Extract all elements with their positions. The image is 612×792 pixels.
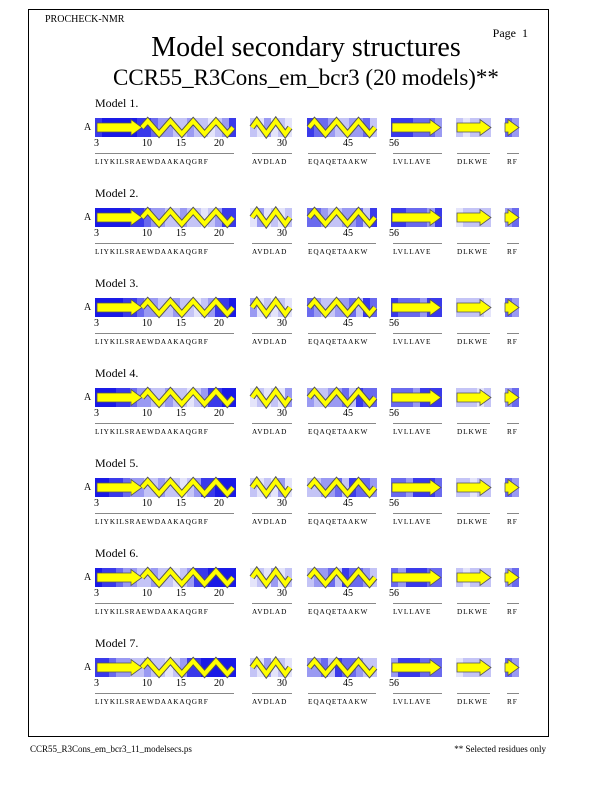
secondary-structure-shapes: [95, 298, 525, 317]
sequence-rule: [308, 333, 376, 334]
sequence-rule: [252, 513, 292, 514]
residue-number: 3: [94, 678, 99, 689]
residue-number: 20: [214, 588, 224, 599]
structure-track: [95, 118, 525, 137]
chain-label: A: [84, 302, 92, 313]
chain-label: A: [84, 572, 92, 583]
sequence-text: LVLLAVE: [393, 247, 432, 256]
helix-ribbon: [142, 211, 233, 224]
sequence-text: LVLLAVE: [393, 427, 432, 436]
residue-number: 15: [176, 138, 186, 149]
helix-ribbon: [142, 571, 233, 584]
residue-number: 45: [343, 408, 353, 419]
residue-number: 30: [277, 138, 287, 149]
helix-ribbon: [97, 660, 142, 676]
helix-ribbon: [309, 211, 375, 224]
helix-ribbon: [252, 211, 290, 224]
sequence-text: LIYKILSRAEWDAAKAQGRF: [95, 517, 209, 526]
structure-track: [95, 298, 525, 317]
strand-arrow: [392, 210, 441, 226]
sequence-rule: [507, 693, 519, 694]
strand-arrow: [457, 390, 491, 406]
residue-number: 20: [214, 408, 224, 419]
helix-ribbon: [309, 121, 375, 134]
sequence-text: LVLLAVE: [393, 337, 432, 346]
strand-arrow: [457, 660, 491, 676]
chain-label: A: [84, 482, 92, 493]
strand-arrow: [392, 660, 441, 676]
sequence-text: AVDLAD: [252, 157, 288, 166]
residue-number: 10: [142, 678, 152, 689]
strand-arrow: [97, 660, 142, 676]
sequence-text: DLKWE: [457, 517, 488, 526]
helix-ribbon: [252, 391, 290, 404]
sequence-text: DLKWE: [457, 337, 488, 346]
sequence-rule: [308, 243, 376, 244]
sequence-rule: [393, 423, 442, 424]
sequence-text: RF: [507, 247, 518, 256]
sequence-text: EQAQETAAKW: [308, 517, 369, 526]
strand-arrow: [392, 480, 441, 496]
model-block: [0, 636, 612, 726]
strand-arrow: [505, 210, 519, 226]
residue-number: 3: [94, 318, 99, 329]
footer-note: ** Selected residues only: [454, 744, 546, 754]
sequence-text: AVDLAD: [252, 697, 288, 706]
sequence-rule: [507, 423, 519, 424]
sequence-rule: [393, 153, 442, 154]
sequence-text: EQAQETAAKW: [308, 157, 369, 166]
sequence-text: EQAQETAAKW: [308, 697, 369, 706]
sequence-text: EQAQETAAKW: [308, 337, 369, 346]
strand-arrow: [392, 300, 441, 316]
strand-arrow: [505, 120, 519, 136]
sequence-rule: [507, 333, 519, 334]
sequence-text: AVDLAD: [252, 607, 288, 616]
residue-number: 30: [277, 318, 287, 329]
sequence-rule: [457, 243, 490, 244]
strand-arrow: [97, 480, 142, 496]
residue-number: 3: [94, 588, 99, 599]
helix-ribbon: [142, 391, 233, 404]
model-label: Model 5.: [95, 456, 139, 470]
helix-ribbon: [97, 480, 142, 496]
chain-label: A: [84, 212, 92, 223]
secondary-structure-shapes: [95, 388, 525, 407]
residue-number: 20: [214, 678, 224, 689]
sequence-text: EQAQETAAKW: [308, 427, 369, 436]
helix-ribbon: [142, 121, 233, 134]
residue-number: 10: [142, 318, 152, 329]
sequence-rule: [95, 513, 234, 514]
residue-number: 3: [94, 408, 99, 419]
residue-number: 20: [214, 498, 224, 509]
secondary-structure-shapes: [95, 478, 525, 497]
secondary-structure-shapes: [95, 658, 525, 677]
residue-number: 56: [389, 318, 399, 329]
sequence-rule: [252, 153, 292, 154]
residue-number: 56: [389, 408, 399, 419]
page-label: Page: [492, 26, 516, 40]
strand-arrow: [505, 660, 519, 676]
residue-number: 10: [142, 588, 152, 599]
helix-ribbon: [309, 661, 375, 674]
residue-number: 30: [277, 678, 287, 689]
residue-number: 15: [176, 498, 186, 509]
model-block: [0, 456, 612, 546]
sequence-rule: [457, 603, 490, 604]
sequence-text: DLKWE: [457, 427, 488, 436]
sequence-rule: [308, 603, 376, 604]
residue-number: 45: [343, 138, 353, 149]
sequence-text: LIYKILSRAEWDAAKAQGRF: [95, 427, 209, 436]
residue-number: 45: [343, 228, 353, 239]
residue-number: 10: [142, 408, 152, 419]
model-block: [0, 276, 612, 366]
sequence-rule: [95, 423, 234, 424]
strand-arrow: [97, 390, 142, 406]
sequence-text: AVDLAD: [252, 517, 288, 526]
residue-number: 56: [389, 498, 399, 509]
strand-arrow: [97, 300, 142, 316]
helix-ribbon: [309, 571, 375, 584]
sequence-rule: [308, 153, 376, 154]
model-block: [0, 546, 612, 636]
strand-arrow: [97, 570, 142, 586]
residue-number: 15: [176, 228, 186, 239]
secondary-structure-shapes: [95, 208, 525, 227]
secondary-structure-shapes: [95, 568, 525, 587]
strand-arrow: [97, 120, 142, 136]
sequence-rule: [252, 603, 292, 604]
strand-arrow: [457, 300, 491, 316]
helix-ribbon: [97, 390, 142, 406]
sequence-rule: [507, 153, 519, 154]
sequence-text: DLKWE: [457, 157, 488, 166]
helix-ribbon: [97, 120, 142, 136]
sequence-rule: [308, 693, 376, 694]
sequence-text: RF: [507, 517, 518, 526]
residue-number: 45: [343, 498, 353, 509]
structure-track: [95, 208, 525, 227]
model-block: [0, 186, 612, 276]
sequence-text: DLKWE: [457, 247, 488, 256]
sequence-text: LVLLAVE: [393, 157, 432, 166]
sequence-rule: [95, 603, 234, 604]
sequence-rule: [507, 513, 519, 514]
sequence-rule: [393, 513, 442, 514]
sequence-text: RF: [507, 157, 518, 166]
page-subtitle: CCR55_R3Cons_em_bcr3 (20 models)**: [113, 65, 499, 90]
sequence-rule: [457, 333, 490, 334]
residue-number: 30: [277, 498, 287, 509]
residue-number: 15: [176, 678, 186, 689]
helix-ribbon: [252, 121, 290, 134]
sequence-rule: [95, 333, 234, 334]
sequence-rule: [507, 603, 519, 604]
structure-track: [95, 388, 525, 407]
residue-number: 20: [214, 138, 224, 149]
sequence-rule: [393, 243, 442, 244]
model-label: Model 4.: [95, 366, 139, 380]
helix-ribbon: [252, 571, 290, 584]
sequence-text: LIYKILSRAEWDAAKAQGRF: [95, 247, 209, 256]
residue-number: 15: [176, 588, 186, 599]
sequence-rule: [457, 513, 490, 514]
page-title: Model secondary structures: [151, 32, 461, 63]
sequence-rule: [393, 693, 442, 694]
strand-arrow: [392, 120, 441, 136]
residue-number: 20: [214, 318, 224, 329]
structure-track: [95, 478, 525, 497]
model-label: Model 6.: [95, 546, 139, 560]
strand-arrow: [392, 570, 441, 586]
helix-ribbon: [309, 301, 375, 314]
page-number: 1: [522, 26, 528, 40]
sequence-rule: [308, 513, 376, 514]
sequence-text: AVDLAD: [252, 337, 288, 346]
sequence-rule: [457, 693, 490, 694]
helix-ribbon: [252, 301, 290, 314]
chain-label: A: [84, 122, 92, 133]
residue-number: 45: [343, 588, 353, 599]
sequence-text: RF: [507, 607, 518, 616]
sequence-text: LIYKILSRAEWDAAKAQGRF: [95, 157, 209, 166]
structure-track: [95, 568, 525, 587]
helix-ribbon: [97, 570, 142, 586]
residue-number: 15: [176, 408, 186, 419]
strand-arrow: [457, 210, 491, 226]
strand-arrow: [457, 120, 491, 136]
residue-number: 30: [277, 588, 287, 599]
residue-number: 56: [389, 588, 399, 599]
model-block: [0, 366, 612, 456]
sequence-text: EQAQETAAKW: [308, 607, 369, 616]
chain-label: A: [84, 662, 92, 673]
structure-track: [95, 658, 525, 677]
sequence-rule: [95, 693, 234, 694]
residue-number: 10: [142, 498, 152, 509]
chain-label: A: [84, 392, 92, 403]
residue-number: 45: [343, 678, 353, 689]
sequence-rule: [252, 693, 292, 694]
model-label: Model 2.: [95, 186, 139, 200]
sequence-rule: [95, 153, 234, 154]
sequence-text: EQAQETAAKW: [308, 247, 369, 256]
sequence-text: DLKWE: [457, 697, 488, 706]
model-label: Model 3.: [95, 276, 139, 290]
program-name: PROCHECK-NMR: [45, 14, 125, 25]
sequence-text: RF: [507, 427, 518, 436]
sequence-rule: [507, 243, 519, 244]
sequence-text: LIYKILSRAEWDAAKAQGRF: [95, 607, 209, 616]
strand-arrow: [392, 390, 441, 406]
residue-number: 20: [214, 228, 224, 239]
helix-ribbon: [97, 210, 142, 226]
strand-arrow: [505, 480, 519, 496]
residue-number: 56: [389, 678, 399, 689]
sequence-text: LVLLAVE: [393, 607, 432, 616]
sequence-text: DLKWE: [457, 607, 488, 616]
model-label: Model 1.: [95, 96, 139, 110]
strand-arrow: [97, 210, 142, 226]
residue-number: 3: [94, 228, 99, 239]
residue-number: 10: [142, 138, 152, 149]
sequence-text: RF: [507, 337, 518, 346]
residue-number: 56: [389, 138, 399, 149]
sequence-rule: [393, 603, 442, 604]
sequence-rule: [308, 423, 376, 424]
sequence-text: LVLLAVE: [393, 697, 432, 706]
strand-arrow: [505, 570, 519, 586]
helix-ribbon: [97, 300, 142, 316]
helix-ribbon: [142, 661, 233, 674]
sequence-rule: [457, 153, 490, 154]
model-block: [0, 96, 612, 186]
helix-ribbon: [309, 391, 375, 404]
helix-ribbon: [252, 481, 290, 494]
sequence-text: RF: [507, 697, 518, 706]
residue-number: 30: [277, 228, 287, 239]
residue-number: 15: [176, 318, 186, 329]
helix-ribbon: [142, 301, 233, 314]
strand-arrow: [505, 390, 519, 406]
footer-filename: CCR55_R3Cons_em_bcr3_11_modelsecs.ps: [30, 744, 192, 754]
sequence-rule: [393, 333, 442, 334]
sequence-text: AVDLAD: [252, 427, 288, 436]
helix-ribbon: [309, 481, 375, 494]
residue-number: 30: [277, 408, 287, 419]
sequence-text: LVLLAVE: [393, 517, 432, 526]
sequence-rule: [252, 423, 292, 424]
sequence-text: LIYKILSRAEWDAAKAQGRF: [95, 337, 209, 346]
residue-number: 3: [94, 138, 99, 149]
sequence-text: LIYKILSRAEWDAAKAQGRF: [95, 697, 209, 706]
strand-arrow: [457, 570, 491, 586]
strand-arrow: [505, 300, 519, 316]
sequence-rule: [252, 243, 292, 244]
residue-number: 56: [389, 228, 399, 239]
secondary-structure-shapes: [95, 118, 525, 137]
strand-arrow: [457, 480, 491, 496]
model-label: Model 7.: [95, 636, 139, 650]
sequence-text: AVDLAD: [252, 247, 288, 256]
sequence-rule: [252, 333, 292, 334]
residue-number: 3: [94, 498, 99, 509]
helix-ribbon: [252, 661, 290, 674]
residue-number: 45: [343, 318, 353, 329]
sequence-rule: [457, 423, 490, 424]
residue-number: 10: [142, 228, 152, 239]
helix-ribbon: [142, 481, 233, 494]
sequence-rule: [95, 243, 234, 244]
